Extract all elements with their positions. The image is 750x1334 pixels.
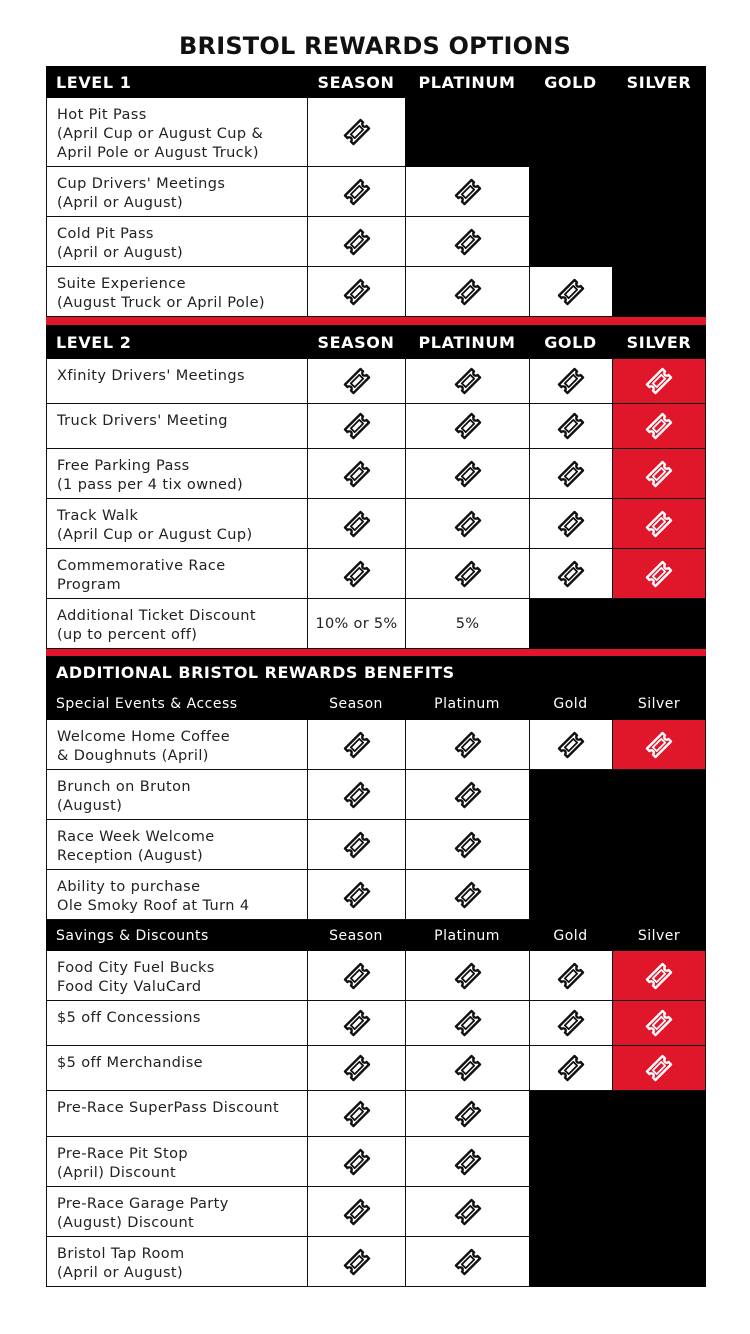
season-included-cell <box>307 720 405 770</box>
table-row <box>46 1046 706 1091</box>
platinum-included-cell <box>405 404 529 449</box>
ticket-icon <box>342 1053 372 1083</box>
ticket-icon <box>453 1099 483 1129</box>
platinum-included-cell <box>405 1046 529 1091</box>
benefit-label-line: Reception (August) <box>57 848 204 864</box>
gold-included-cell <box>529 951 612 1001</box>
benefit-label-line: Additional Ticket Discount <box>57 608 256 624</box>
ticket-icon <box>342 830 372 860</box>
silver-included-cell <box>612 499 706 549</box>
column-header-platinum: Platinum <box>434 696 500 712</box>
ticket-icon <box>342 1197 372 1227</box>
silver-not-included-cell <box>612 870 706 920</box>
benefit-label <box>46 217 307 267</box>
benefit-label <box>46 1091 307 1137</box>
column-header-platinum: PLATINUM <box>418 332 516 352</box>
ticket-icon <box>342 1099 372 1129</box>
gold-not-included-cell <box>529 820 612 870</box>
column-header-season: SEASON <box>317 332 395 352</box>
benefit-label-line: Free Parking Pass <box>57 458 190 474</box>
table-row <box>46 167 706 217</box>
ticket-icon <box>556 1008 586 1038</box>
ticket-icon <box>453 459 483 489</box>
ticket-icon <box>342 117 372 147</box>
column-header-silver: SILVER <box>626 332 692 352</box>
platinum-included-cell <box>405 1001 529 1046</box>
table-header <box>46 920 706 951</box>
silver-included-cell <box>612 720 706 770</box>
gold-included-cell <box>529 1001 612 1046</box>
gold-not-included-cell <box>529 599 612 649</box>
benefit-label-line: Program <box>57 577 121 593</box>
silver-included-cell <box>612 449 706 499</box>
table-header <box>46 688 706 720</box>
benefit-label-line: (1 pass per 4 tix owned) <box>57 477 244 493</box>
ticket-icon <box>342 366 372 396</box>
table-row <box>46 1001 706 1046</box>
gold-not-included-cell <box>529 1137 612 1187</box>
benefit-label <box>46 167 307 217</box>
gold-not-included-cell <box>529 870 612 920</box>
ticket-icon <box>453 227 483 257</box>
silver-not-included-cell <box>612 167 706 217</box>
benefit-label <box>46 449 307 499</box>
season-included-cell <box>307 1187 405 1237</box>
platinum-included-cell <box>405 820 529 870</box>
benefit-label-line: (April or August) <box>57 195 184 211</box>
gold-not-included-cell <box>529 1187 612 1237</box>
platinum-included-cell <box>405 549 529 599</box>
benefit-label-line: Cup Drivers' Meetings <box>57 176 226 192</box>
benefit-label <box>46 599 307 649</box>
ticket-icon <box>342 559 372 589</box>
benefit-label <box>46 404 307 449</box>
gold-included-cell <box>529 404 612 449</box>
benefit-label-line: (April or August) <box>57 245 184 261</box>
ticket-icon <box>453 880 483 910</box>
gold-not-included-cell <box>529 167 612 217</box>
season-included-cell <box>307 1091 405 1137</box>
benefit-label-line: Commemorative Race <box>57 558 226 574</box>
ticket-icon <box>342 1147 372 1177</box>
benefit-label-line: Suite Experience <box>57 276 186 292</box>
platinum-included-cell <box>405 770 529 820</box>
benefit-label-line: Truck Drivers' Meeting <box>57 413 228 429</box>
platinum-included-cell <box>405 449 529 499</box>
ticket-icon <box>342 880 372 910</box>
ticket-icon <box>644 366 674 396</box>
benefit-label-line: (August) Discount <box>57 1215 195 1231</box>
benefit-label-line: (April) Discount <box>57 1165 177 1181</box>
ticket-icon <box>342 961 372 991</box>
ticket-icon <box>556 366 586 396</box>
platinum-included-cell <box>405 167 529 217</box>
ticket-icon <box>453 559 483 589</box>
column-header-season: Season <box>329 927 383 944</box>
rewards-table <box>46 66 706 1290</box>
table-header <box>46 325 706 359</box>
section-divider <box>46 317 706 325</box>
silver-not-included-cell <box>612 1091 706 1137</box>
column-header-platinum: Platinum <box>434 927 500 944</box>
gold-included-cell <box>529 720 612 770</box>
gold-not-included-cell <box>529 98 612 167</box>
benefit-label-line: (April Cup or August Cup & <box>57 126 264 142</box>
platinum-included-cell <box>405 1137 529 1187</box>
table-row <box>46 98 706 167</box>
season-included-cell <box>307 1237 405 1287</box>
silver-not-included-cell <box>612 1237 706 1287</box>
table-row <box>46 1137 706 1187</box>
gold-not-included-cell <box>529 770 612 820</box>
ticket-icon <box>453 366 483 396</box>
benefit-label <box>46 98 307 167</box>
platinum-included-cell <box>405 720 529 770</box>
column-header-silver: Silver <box>637 927 681 944</box>
platinum-included-cell <box>405 1091 529 1137</box>
ticket-icon <box>342 509 372 539</box>
gold-not-included-cell <box>529 1091 612 1137</box>
benefit-label-line: Xfinity Drivers' Meetings <box>57 368 245 384</box>
table-row <box>46 549 706 599</box>
ticket-icon <box>556 730 586 760</box>
platinum-included-cell <box>405 1237 529 1287</box>
platinum-included-cell <box>405 499 529 549</box>
silver-included-cell <box>612 1001 706 1046</box>
season-included-cell <box>307 404 405 449</box>
season-included-cell <box>307 217 405 267</box>
benefit-label-line: $5 off Merchandise <box>57 1055 203 1071</box>
benefit-label-line: (August) <box>57 798 123 814</box>
column-header-season: SEASON <box>317 72 395 92</box>
season-included-cell <box>307 1046 405 1091</box>
gold-not-included-cell <box>529 217 612 267</box>
benefit-label-line: Pre-Race Pit Stop <box>57 1146 188 1162</box>
benefit-label-line: Brunch on Bruton <box>57 779 191 795</box>
ticket-icon <box>453 961 483 991</box>
ticket-icon <box>342 459 372 489</box>
table-row <box>46 499 706 549</box>
ticket-icon <box>342 411 372 441</box>
ticket-icon <box>556 277 586 307</box>
table-row <box>46 820 706 870</box>
page-title: BRISTOL REWARDS OPTIONS <box>179 32 571 60</box>
banner-label: ADDITIONAL BRISTOL REWARDS BENEFITS <box>56 662 455 682</box>
silver-not-included-cell <box>612 820 706 870</box>
platinum-not-included-cell <box>405 98 529 167</box>
table-row <box>46 770 706 820</box>
silver-included-cell <box>612 951 706 1001</box>
table-row <box>46 1237 706 1287</box>
silver-not-included-cell <box>612 267 706 317</box>
season-included-cell <box>307 951 405 1001</box>
ticket-icon <box>644 1008 674 1038</box>
silver-not-included-cell <box>612 98 706 167</box>
season-included-cell <box>307 1137 405 1187</box>
table-row <box>46 267 706 317</box>
ticket-icon <box>453 177 483 207</box>
benefit-label-line: (April or August) <box>57 1265 184 1281</box>
ticket-icon <box>644 1053 674 1083</box>
benefit-label <box>46 1046 307 1091</box>
column-header-gold: Gold <box>553 696 588 712</box>
ticket-icon <box>342 780 372 810</box>
benefit-label <box>46 1187 307 1237</box>
table-row <box>46 720 706 770</box>
table-row <box>46 217 706 267</box>
benefit-label-line: (August Truck or April Pole) <box>57 295 265 311</box>
column-header-season: Season <box>329 696 383 712</box>
benefit-label <box>46 770 307 820</box>
section-label: LEVEL 2 <box>56 332 132 352</box>
column-header-gold: Gold <box>553 927 588 944</box>
ticket-icon <box>556 509 586 539</box>
ticket-icon <box>556 961 586 991</box>
benefit-label <box>46 267 307 317</box>
column-header-platinum: PLATINUM <box>418 72 516 92</box>
column-header-gold: GOLD <box>544 72 597 92</box>
season-included-cell <box>307 770 405 820</box>
silver-included-cell <box>612 359 706 404</box>
ticket-icon <box>453 277 483 307</box>
table-row <box>46 599 706 649</box>
gold-included-cell <box>529 449 612 499</box>
section-label: LEVEL 1 <box>56 72 132 92</box>
gold-not-included-cell <box>529 1237 612 1287</box>
benefit-label-line: Cold Pit Pass <box>57 226 154 242</box>
ticket-icon <box>453 509 483 539</box>
table-header <box>46 66 706 98</box>
ticket-icon <box>342 227 372 257</box>
season-value-cell <box>307 599 405 649</box>
season-included-cell <box>307 549 405 599</box>
benefit-label-line: Hot Pit Pass <box>57 107 147 123</box>
season-included-cell <box>307 267 405 317</box>
ticket-icon <box>556 411 586 441</box>
benefit-label-line: Bristol Tap Room <box>57 1246 185 1262</box>
table-row <box>46 359 706 404</box>
ticket-icon <box>342 277 372 307</box>
benefit-label <box>46 1237 307 1287</box>
table-row <box>46 870 706 920</box>
silver-included-cell <box>612 549 706 599</box>
benefit-label-line: Pre-Race Garage Party <box>57 1196 229 1212</box>
silver-included-cell <box>612 1046 706 1091</box>
benefit-label <box>46 720 307 770</box>
benefit-label-line: Food City Fuel Bucks <box>57 960 215 976</box>
ticket-icon <box>453 1197 483 1227</box>
section-divider <box>46 649 706 656</box>
benefit-label <box>46 499 307 549</box>
gold-included-cell <box>529 1046 612 1091</box>
ticket-icon <box>453 1247 483 1277</box>
season-included-cell <box>307 359 405 404</box>
gold-included-cell <box>529 499 612 549</box>
benefit-label-line: Pre-Race SuperPass Discount <box>57 1100 280 1116</box>
discount-value: 5% <box>455 615 480 632</box>
benefit-label <box>46 549 307 599</box>
silver-not-included-cell <box>612 770 706 820</box>
benefits-banner <box>46 656 706 688</box>
ticket-icon <box>556 459 586 489</box>
benefit-label-line: April Pole or August Truck) <box>57 145 259 161</box>
platinum-included-cell <box>405 359 529 404</box>
silver-not-included-cell <box>612 217 706 267</box>
ticket-icon <box>556 1053 586 1083</box>
table-row <box>46 449 706 499</box>
benefit-label-line: Food City ValuCard <box>57 979 202 995</box>
column-header-silver: SILVER <box>626 72 692 92</box>
ticket-icon <box>342 1008 372 1038</box>
platinum-included-cell <box>405 267 529 317</box>
season-included-cell <box>307 98 405 167</box>
benefit-label <box>46 870 307 920</box>
benefit-label-line: (up to percent off) <box>57 627 198 643</box>
platinum-included-cell <box>405 217 529 267</box>
ticket-icon <box>644 411 674 441</box>
column-header-silver: Silver <box>637 696 681 712</box>
season-included-cell <box>307 820 405 870</box>
season-included-cell <box>307 499 405 549</box>
ticket-icon <box>453 1008 483 1038</box>
ticket-icon <box>453 830 483 860</box>
benefit-label <box>46 359 307 404</box>
gold-included-cell <box>529 549 612 599</box>
platinum-value-cell <box>405 599 529 649</box>
ticket-icon <box>644 509 674 539</box>
platinum-included-cell <box>405 1187 529 1237</box>
benefit-label-line: & Doughnuts (April) <box>57 748 209 764</box>
table-row <box>46 404 706 449</box>
ticket-icon <box>644 730 674 760</box>
benefit-label-line: (April Cup or August Cup) <box>57 527 253 543</box>
season-included-cell <box>307 870 405 920</box>
silver-not-included-cell <box>612 599 706 649</box>
ticket-icon <box>342 1247 372 1277</box>
gold-included-cell <box>529 359 612 404</box>
table-row <box>46 1091 706 1137</box>
platinum-included-cell <box>405 951 529 1001</box>
benefit-label <box>46 1137 307 1187</box>
season-included-cell <box>307 167 405 217</box>
ticket-icon <box>644 559 674 589</box>
ticket-icon <box>453 1147 483 1177</box>
ticket-icon <box>644 961 674 991</box>
ticket-icon <box>342 177 372 207</box>
discount-value: 10% or 5% <box>315 615 398 632</box>
benefit-label-line: Welcome Home Coffee <box>57 729 231 745</box>
ticket-icon <box>342 730 372 760</box>
benefit-label <box>46 951 307 1001</box>
ticket-icon <box>453 411 483 441</box>
benefit-label <box>46 1001 307 1046</box>
benefit-label-line: Race Week Welcome <box>57 829 215 845</box>
ticket-icon <box>453 730 483 760</box>
silver-not-included-cell <box>612 1187 706 1237</box>
column-header-gold: GOLD <box>544 332 597 352</box>
benefit-label-line: $5 off Concessions <box>57 1010 201 1026</box>
section-label: Savings & Discounts <box>56 927 209 944</box>
benefit-label-line: Track Walk <box>57 508 139 524</box>
ticket-icon <box>453 1053 483 1083</box>
silver-included-cell <box>612 404 706 449</box>
benefit-label <box>46 820 307 870</box>
gold-included-cell <box>529 267 612 317</box>
platinum-included-cell <box>405 870 529 920</box>
season-included-cell <box>307 1001 405 1046</box>
table-row <box>46 1187 706 1237</box>
table-row <box>46 951 706 1001</box>
ticket-icon <box>453 780 483 810</box>
benefit-label-line: Ole Smoky Roof at Turn 4 <box>57 898 250 914</box>
ticket-icon <box>556 559 586 589</box>
silver-not-included-cell <box>612 1137 706 1187</box>
benefit-label-line: Ability to purchase <box>57 879 201 895</box>
season-included-cell <box>307 449 405 499</box>
section-label: Special Events & Access <box>56 696 238 712</box>
ticket-icon <box>644 459 674 489</box>
